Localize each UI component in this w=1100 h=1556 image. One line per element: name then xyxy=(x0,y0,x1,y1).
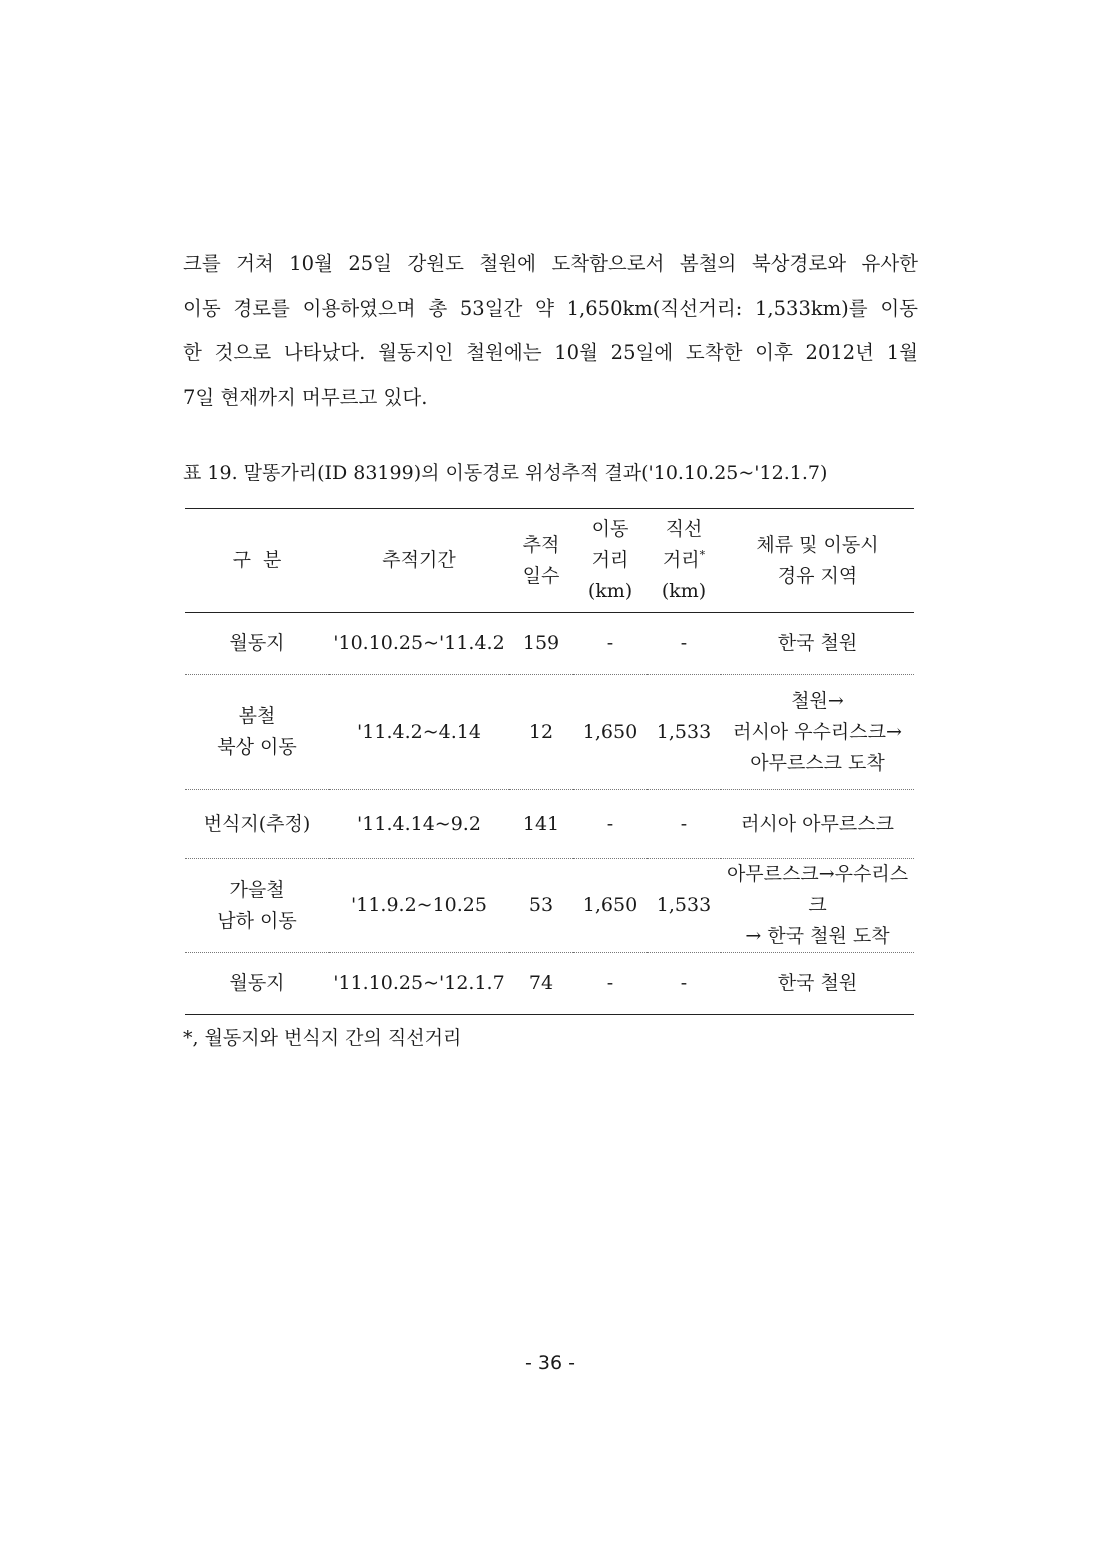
cell-category xyxy=(185,675,329,790)
cell-distance: 1,650 xyxy=(582,720,638,743)
cell-category-line: 번식지(추정) xyxy=(203,812,311,835)
header-straight-text: 거리 xyxy=(662,549,700,571)
cell-straight: 1,533 xyxy=(656,894,712,916)
cell-route-line: 아무르스크 도착 xyxy=(750,751,885,774)
cell-route-line: 러시아 우수리스크→ xyxy=(733,720,902,743)
table-header-row xyxy=(185,509,914,613)
body-line: 한 것으로 나타났다. 월동지인 철원에는 10월 25일에 도착한 이후 2012년 1월 xyxy=(183,341,918,364)
table-caption: 표 19. 말똥가리(ID 83199)의 이동경로 위성추적 결과('10.10.25~'12.1.7) xyxy=(183,462,828,484)
cell-category-line: 가을철 xyxy=(229,878,285,901)
cell-period: '11.4.2~4.14 xyxy=(357,720,481,743)
header-days-line: 추적 xyxy=(522,533,560,556)
cell-straight: 1,533 xyxy=(656,720,712,743)
cell-route-line: 철원→ xyxy=(791,689,844,712)
cell-period: '11.9.2~10.25 xyxy=(351,894,487,916)
header-days xyxy=(509,509,573,613)
cell-period: '11.4.14~9.2 xyxy=(357,812,481,835)
header-period: 추적기간 xyxy=(329,509,509,613)
cell-category xyxy=(185,859,329,953)
cell-route xyxy=(721,953,914,1015)
cell-category-line: 북상 이동 xyxy=(217,736,297,758)
cell-period: '11.10.25~'12.1.7 xyxy=(333,972,505,994)
cell-straight: - xyxy=(680,972,688,994)
header-distance-line: 이동 xyxy=(591,518,629,540)
table-footnote: *, 월동지와 번식지 간의 직선거리 xyxy=(183,1027,462,1049)
cell-distance: 1,650 xyxy=(582,894,638,916)
cell-category xyxy=(185,613,329,675)
header-distance-line: 거리 xyxy=(591,549,629,571)
cell-category-line: 남하 이동 xyxy=(217,909,297,932)
footnote-mark: * xyxy=(699,548,706,562)
cell-days: 53 xyxy=(528,894,554,916)
body-line: 이동 경로를 이용하였으며 총 53일간 약 1,650km(직선거리: 1,533km)를 이동 xyxy=(183,296,918,320)
cell-route xyxy=(721,790,914,859)
cell-days: 141 xyxy=(522,812,560,835)
cell-category xyxy=(185,790,329,859)
cell-category-line: 봄철 xyxy=(238,705,276,727)
header-distance xyxy=(573,509,647,613)
header-straight-line xyxy=(651,545,717,576)
header-distance-line: (km) xyxy=(587,580,633,602)
cell-category-line: 월동지 xyxy=(229,972,285,994)
header-route xyxy=(721,509,914,613)
cell-route xyxy=(721,675,914,790)
cell-category xyxy=(185,953,329,1015)
table-row xyxy=(185,790,914,859)
body-line: 크를 거쳐 10월 25일 강원도 철원에 도착함으로서 봄철의 북상경로와 유사한 xyxy=(183,252,918,275)
header-straight-distance xyxy=(647,509,721,613)
cell-route-line: 러시아 아무르스크 xyxy=(741,812,894,835)
cell-days: 74 xyxy=(528,972,554,994)
header-category: 구 분 xyxy=(185,509,329,613)
tracking-results-table xyxy=(185,508,914,1015)
page-number: - 36 - xyxy=(525,1352,575,1374)
cell-straight: - xyxy=(680,632,688,654)
cell-days: 12 xyxy=(528,720,554,743)
body-line: 7일 현재까지 머무르고 있다. xyxy=(183,385,428,409)
body-paragraph xyxy=(183,242,918,420)
cell-period: '10.10.25~'11.4.2 xyxy=(333,632,505,654)
header-straight-line: (km) xyxy=(661,580,707,602)
header-route-line: 경유 지역 xyxy=(777,564,858,587)
table-row xyxy=(185,675,914,790)
cell-distance: - xyxy=(606,812,614,835)
header-route-line: 체류 및 이동시 xyxy=(756,533,879,556)
cell-category-line: 월동지 xyxy=(229,632,285,654)
header-straight-line: 직선 xyxy=(665,518,703,540)
cell-route-line: 아무르스크→우수리스크 xyxy=(726,863,909,916)
cell-straight: - xyxy=(680,812,688,835)
cell-days: 159 xyxy=(522,632,560,654)
cell-route-line: 한국 철원 xyxy=(777,972,858,994)
cell-route-line: 한국 철원 xyxy=(777,632,858,654)
cell-route xyxy=(721,859,914,953)
cell-distance: - xyxy=(606,972,614,994)
table-row xyxy=(185,613,914,675)
table-row xyxy=(185,859,914,953)
table-row xyxy=(185,953,914,1015)
header-days-line: 일수 xyxy=(522,564,560,587)
cell-route-line: → 한국 철원 도착 xyxy=(745,925,890,947)
cell-route xyxy=(721,613,914,675)
cell-distance: - xyxy=(606,632,614,654)
